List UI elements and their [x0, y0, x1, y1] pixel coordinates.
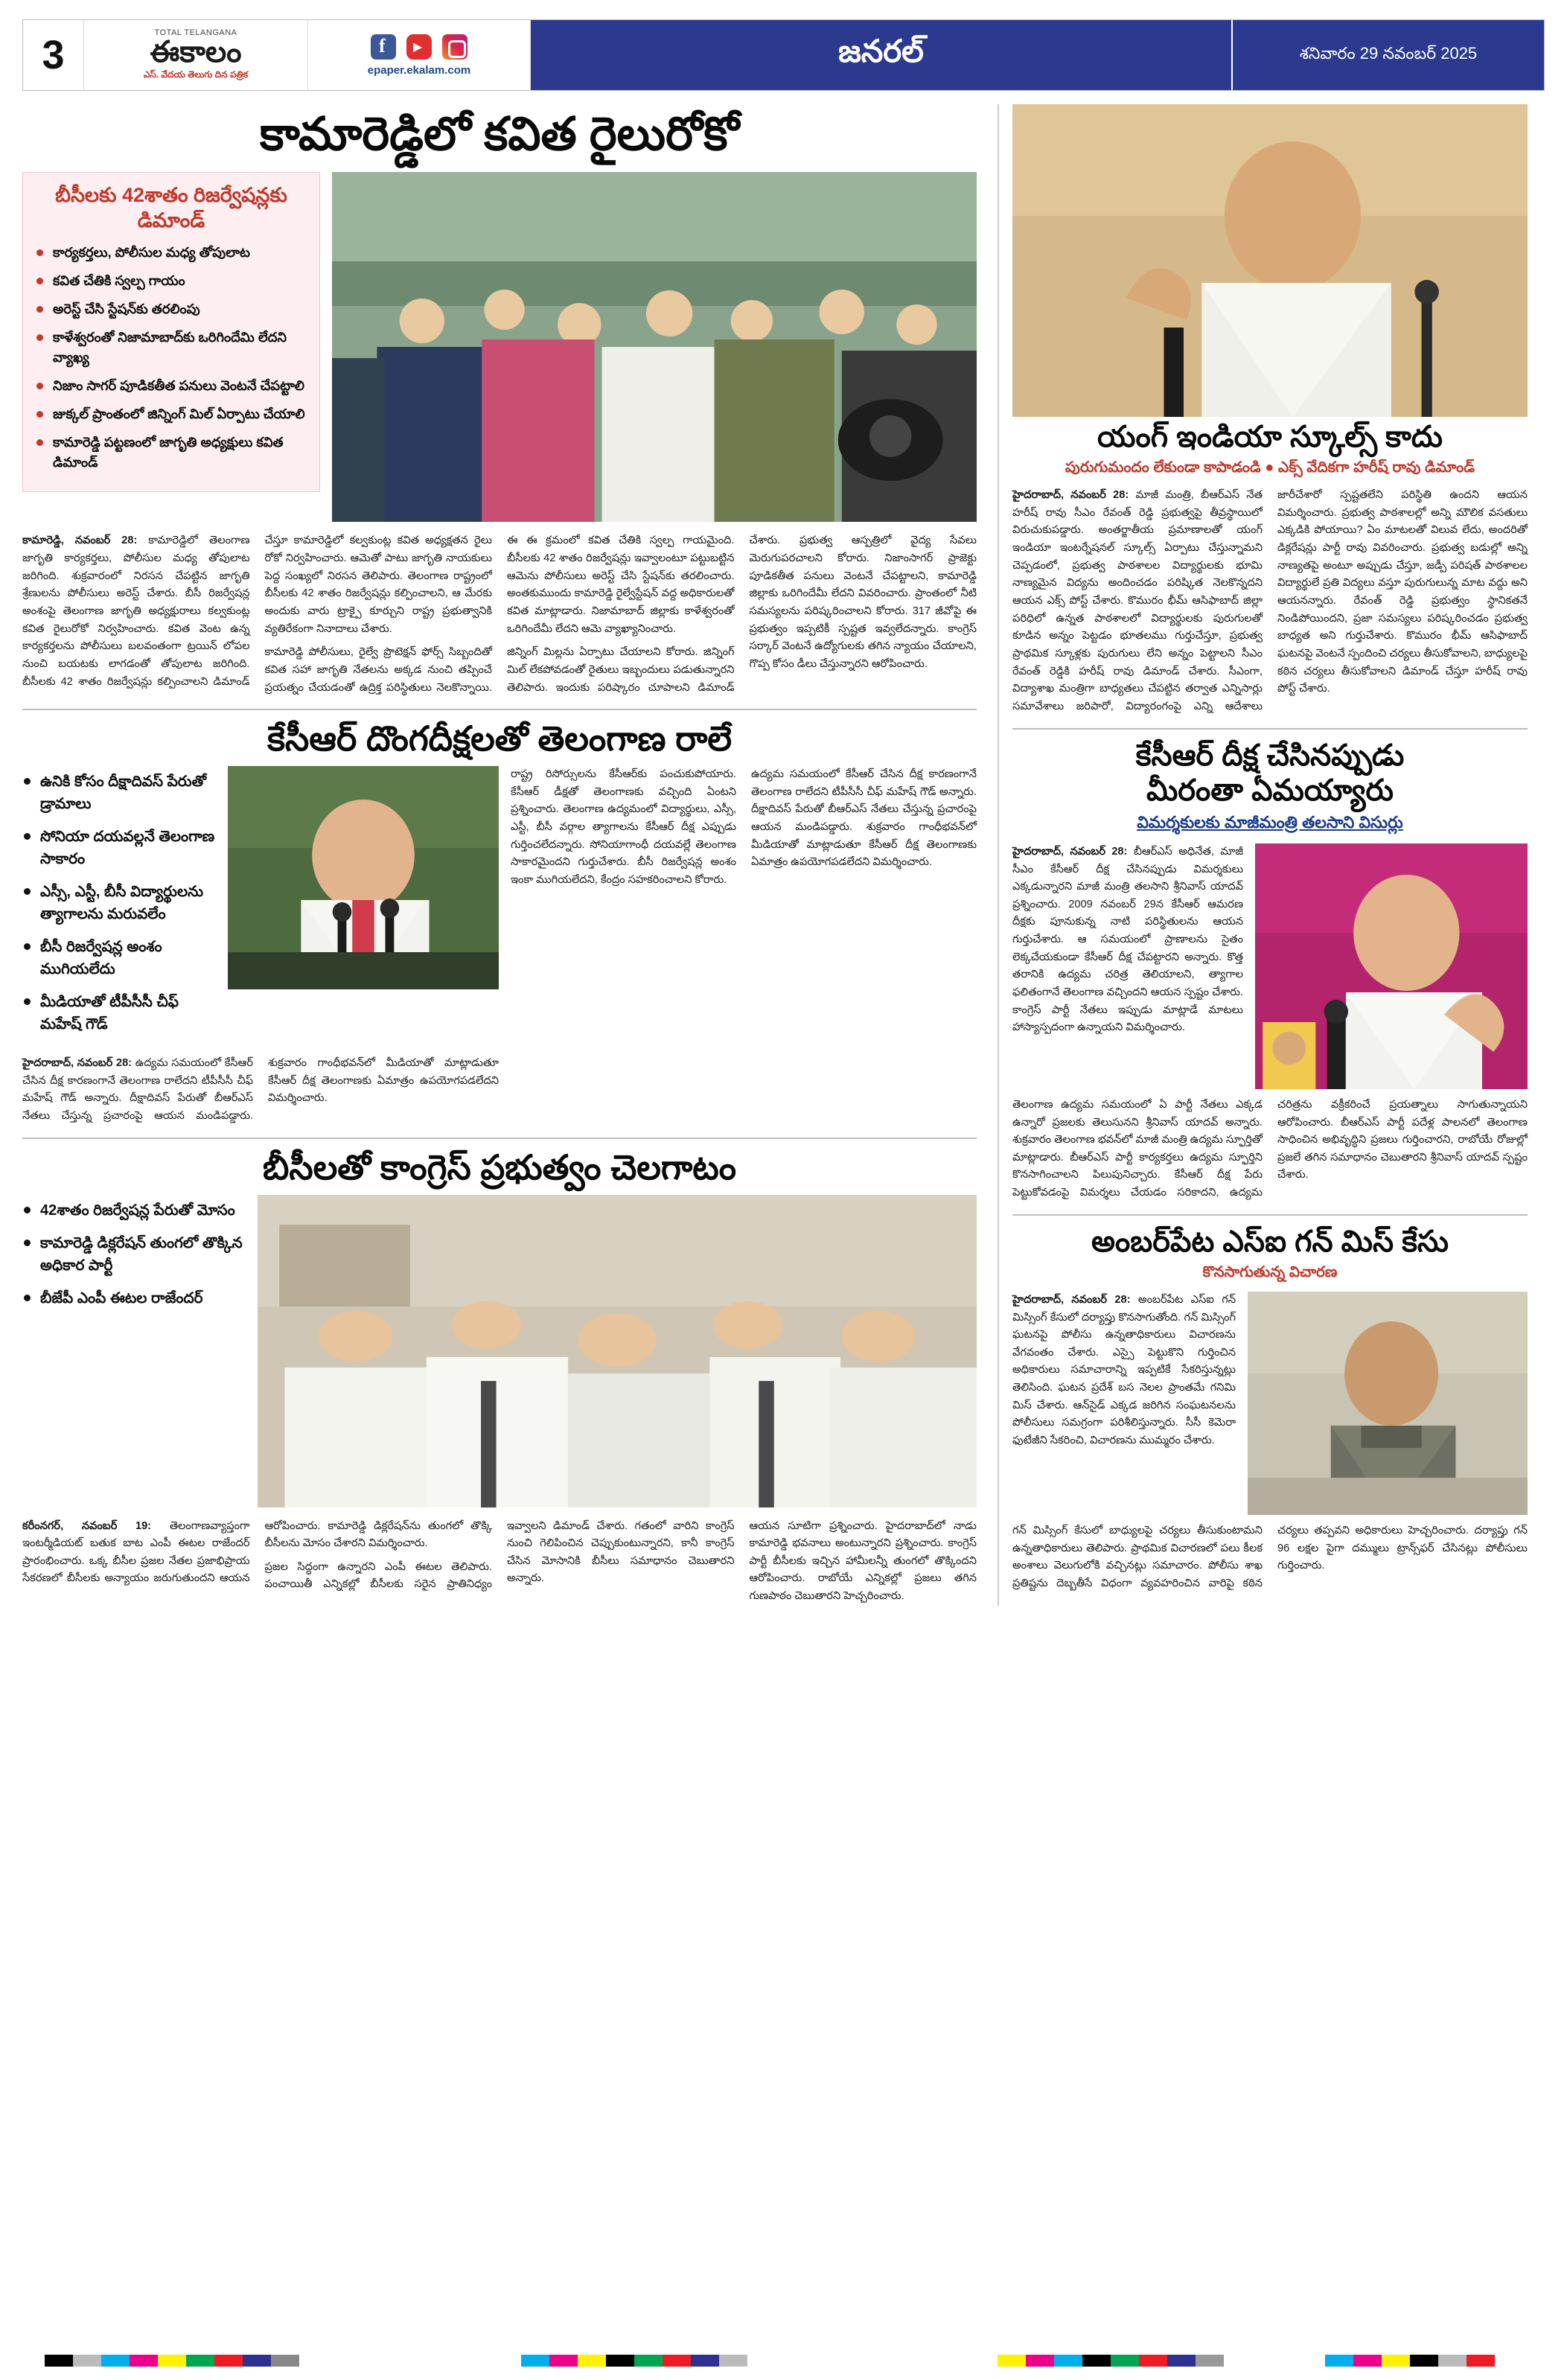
list-item: బీసీ రిజర్వేషన్ల అంశం ముగియలేదు [22, 936, 216, 980]
list-item: కామారెడ్డి డిక్లరేషన్ తుంగలో తొక్కిన అధికార పార్టీ [22, 1232, 246, 1277]
story2-right [511, 766, 977, 1126]
paragraph: కామారెడ్డి పోలీసులు, రైల్వే ప్రొటెక్షన్ ఫోర్స్ సిబ్బందితో కవిత సహా జాగృతి నేతలను అక్కడ నుంచి తప్పించే ప్రయత్నం చేయడంతో ఉద్రిక్త పరిస్థితులు నెలకొన్నాయి. ఈ ఈ క్రమంలో కవిత చేతికి స్వల్ప గాయమైంది. బీసీలకు 42 శాతం రిజర్వేషన్లు ఇవ్వాలంటూ పట్టుబట్టిన ఆమెను పోలీసులు అరెస్ట్ చేసి స్టేషన్‌కు తరలించారు. అంతకుముందు కామారెడ్డి రైల్వేస్టేషన్ వద్ద అధికారులతో కవిత మాట్లాడారు. నిజామాబాద్ జిల్లాకు కాళేశ్వరంతో ఒరిగిందేమీ లేదని ఆమె వ్యాఖ్యానించారు. [264, 535, 735, 694]
divider [1012, 1214, 1528, 1216]
story-r3-text-left [1012, 1292, 1236, 1515]
story3-top [22, 1195, 977, 1508]
story-r3-subhead: కొనసాగుతున్న విచారణ [1202, 1263, 1338, 1280]
story-r3-top [1012, 1292, 1528, 1515]
column-divider [998, 104, 999, 1606]
story2-bullet-list [22, 771, 216, 1036]
story2-photo [228, 766, 499, 989]
list-item: మీడియాతో టీపీసీసీ చీఫ్ మహేష్ గౌడ్ [22, 991, 216, 1036]
page-number: 3 [23, 20, 84, 90]
publication-logo [84, 20, 307, 90]
story3-photo-image [258, 1195, 977, 1508]
story1-para-1: కామారెడ్డిలో తెలంగాణ జాగృతి కార్యకర్తలు, పోలీసుల మధ్య తోపులాట జరిగింది. శుక్రవారంలో నిరసన చేపట్టిన జాగృతి శ్రేణులను పోలీసులు అరెస్ట్ చేశారు. బీసీ రిజర్వేషన్ల అంశంపై తెలంగాణ జాగృతి అధ్యక్షురాలు కల్వకుంట్ల కవిత రైలురోకో నిర్వహించారు. కవిత వెంట ఉన్న కార్యకర్తలను పోలీసులు బలవంతంగా ట్రయిన్ లోపల నుంచి బయటకు లాగడంతో తోపులాట జరిగింది. బీసీలకు 42 శాతం రిజర్వేషన్లు కల్పించాలని డిమాండ్ చేస్తూ కామారెడ్డిలో కల్వకుంట్ల కవిత అధ్యక్షతన రైలు రోకో నిర్వహించారు. ఆమెతో పాటు జాగృతి నాయకులు పెద్ద సంఖ్యలో నిరసన తెలిపారు. తెలంగాణ రాష్ట్రంలో బీసీలకు 42 శాతం రిజర్వేషన్లు కల్పించాలని, ఆ మేరకు అందుకు వారు ట్రాక్పై కూర్చుని రాష్ట్ర ప్రభుత్వానికి వ్యతిరేకంగా నినాదాలు చేశారు. [22, 535, 492, 688]
color-registration-bar-far-right [1325, 2355, 1495, 2367]
list-item: 42శాతం రిజర్వేషన్ల పేరుతో మోసం [22, 1199, 246, 1222]
story-r3-dateline: హైదరాబాద్, నవంబర్ 28: [1012, 1293, 1131, 1306]
story-r1-para-1: మాజీ మంత్రి, బీఆర్ఎస్ నేత హరీష్ రావు సీఎం రేవంత్ రెడ్డి ప్రభుత్వపై తీవ్రస్థాయిలో విరుచుకుపడ్డారు. అంతర్జాతీయ ప్రమాణాలతో యంగ్ ఇండియా ఇంటర్నేషనల్ స్కూల్స్ ఏర్పాటు చేస్తున్నామని చెప్పడంలో, ప్రభుత్వ పాఠశాలల విద్యార్థులకు భూమి నాణ్యమైన విద్యను అందించడం పరిష్కిత నెలకొన్నదని ఆయన ఎక్స్ పోస్ట్ చేశారు. కొమురం భీమ్ ఆసిఫాబాద్ జిల్లా పరిధిలో ఉన్నత పాఠశాలలో విద్యార్థులకు పురుగులతో కూడిన అన్నం పెట్టడం భూతలము గుర్తుచేస్తూ, ప్రభుత్వ ప్రాథమిక స్కూళ్లకు పురుగులు లేని అన్నం పెట్టాలని సీఎం రేవంత్ రెడ్డికి హరీష్ రావు డిమాండ్ చేశారు. సీఎంగా, విద్యాశాఖ మంత్రిగా బాధ్యతలు చేపట్టిన తర్వాత ఎన్నిసార్లు సమావేశాలు జరిపారో, విద్యారంగంపై ఎన్ని ఆదేశాలు జారీచేశారో స్పష్టతలేని పరిస్థితి ఉందని ఆయన విమర్శించారు. ప్రభుత్వ పాఠశాలల్లో అన్ని మౌలిక వసతులు ఎక్కడికి పోయాయి? ఏం మాటలతో విలువ లేదు, అందరితో డిక్లరేషన్లు పార్టీ రావు వివరించారు. ప్రభుత్వ బడుల్లో అన్ని నాణ్యతపై అంటూ అప్పుడు చేస్తూ, జడ్పీ పరిషత్ పాఠశాలల విద్యార్థులే ప్రతి విద్యలు వస్తూ పురుగులున్న మాట వద్దు అని ఆయనన్నారు. రేవంత్ రెడ్డి ప్రభుత్వం స్థానికతనే నిండిపోయిందని, ప్రజా సమస్యలు పరిష్కరించడం ప్రభుత్వ బాధ్యత అని గుర్తుచేశారు. కొమురం భీమ్ ఆసిఫాబాద్ ఘటనపై వెంటనే స్పందించి చర్యలు తీసుకోవాలని, బాధ్యులపై కఠిన చర్యలు తీసుకోవాలని డిమాండ్ చేస్తూ హరీష్ రావు పోస్ట్ చేశారు. [1012, 489, 1528, 712]
list-item: సోనియా దయవల్లనే తెలంగాణ సాకారం [22, 826, 216, 870]
story1-bullet-box [22, 172, 320, 492]
paragraph [1012, 843, 1243, 1037]
story1-top [22, 172, 977, 522]
story2-dateline: హైదరాబాద్, నవంబర్ 28: [22, 1057, 133, 1070]
story1-box-title: బీసీలకు 42శాతం రిజర్వేషన్లకు డిమాండ్ [55, 184, 287, 232]
list-item: కామారెడ్డి పట్టణంలో జాగృతి అధ్యక్షులు కవిత డిమాండ్ [35, 433, 307, 473]
facebook-icon[interactable] [371, 34, 396, 60]
paragraph: ఉద్యమ సమయంలో కేసీఆర్ చేసిన దీక్ష కారణంగానే తెలంగాణ రాలేదని టీపీసీసీ చీఫ్ మహేష్ గౌడ్ అన్నారు. దీక్షాదివస్ పేరుతో బీఆర్ఎస్ నేతలు చేస్తున్న ప్రచారంపై ఆయన మండిపడ్డారు. శుక్రవారం గాంధీభవన్‌లో మీడియాతో మాట్లాడుతూ కేసీఆర్ దీక్ష తెలంగాణకు ఏమాత్రం ఉపయోగపడలేదని విమర్శించారు. [751, 768, 977, 869]
story3-bullet-list-wrap [22, 1195, 246, 1508]
story3-bullet-list [22, 1199, 246, 1309]
list-item: కాళేశ్వరంతో నిజామాబాద్‌కు ఒరిగిందేమి లేదని వ్యాఖ్య [35, 328, 307, 368]
story-r3-body-left [1012, 1292, 1236, 1456]
story-r1-photo-image [1012, 104, 1528, 417]
story-r3-para-1: అంబర్‌పేట ఎస్‌ఐ గన్ మిస్సింగ్ కేసులో దర్యాప్తు కొనసాగుతోంది. గన్ మిస్సింగ్ ఘటనపై పోలీసు ఉన్నతాధికారులు విచారణను వేగవంతం చేశారు. ఎస్సై పెట్టుకొని గుర్తించిన అధికారులు సమాచారాన్ని ఇప్పటికే సేకరిస్తున్నట్లు తెలిసింది. ఘటన ప్రదేశ్ బస నెలల ప్రాంతమే గనిమి మిస్ చేశారు. ఆన్‌సైడ్ ఎక్కడ జరిగిన సంఘటనలను పోలీసులు సమగ్రంగా పరిశీలిస్తున్నారు. సీసీ కెమెరా ఫుటేజీని సేకరించి, విచారణను ముమ్మరం చేశారు. [1012, 1293, 1236, 1447]
page-content [22, 104, 1545, 1606]
color-registration-bar-left [45, 2355, 328, 2367]
story-r1-photo [1012, 104, 1528, 417]
story-r1-subhead: పురుగుమందం లేకుండా కాపాడండి ● ఎక్స్ వేదికగా హరీష్ రావు డిమాండ్ [1065, 459, 1475, 476]
story-r2-body [1012, 1097, 1528, 1202]
story-r1-headline: యంగ్ ఇండియా స్కూల్స్ కాదు [1097, 421, 1443, 453]
list-item: కవిత చేతికి స్వల్ప గాయం [35, 271, 307, 291]
list-item: ఉనికి కోసం దీక్షాదివస్ పేరుతో డ్రామాలు [22, 771, 216, 815]
story2-photo-image [228, 766, 499, 989]
story-r2-text-left [1012, 843, 1243, 1089]
story-r2-subhead: విమర్శకులకు మాజీమంత్రి తలసాని విసుర్లు [1137, 812, 1403, 832]
story-r1-body [1012, 487, 1528, 715]
logo-title: ఈకాలం [150, 35, 242, 68]
paragraph: జిన్నింగ్ మిల్లను ఏర్పాటు చేయాలని కోరారు. జిన్నింగ్ మిల్ లేకపోవడంతో రైతులు ఇబ్బందులు పడుతున్నారని తెలిపారు. ఇందుకు పరిష్కారం చూపాలని డిమాండ్ చేశారు. ప్రభుత్వ ఆస్పత్రిలో వైద్య సేవలు మెరుగుపరచాలని కోరారు. నిజాంసాగర్ ప్రాజెక్టు పూడికతీత పనులు వెంటనే చేపట్టాలని, కామారెడ్డి జిల్లాకు ఒరిగిందేమీ లేదని వివరించారు. ప్రాంతంలో నీటి సమస్యలను పరిష్కరించాలని కోరారు. 317 జీవోపై ఈ ప్రభుత్వం ఇప్పటికీ స్పష్టత ఇవ్వలేదన్నారు. కాంగ్రెస్ సర్కార్ వెంటనే ఉద్యోగులకు తగిన న్యాయం చేయాలని, గొప్ప కోసం డీలు చేస్తున్నారని ఆరోపించారు. [507, 535, 977, 694]
story1-photo-wrap [332, 172, 977, 522]
paragraph: ప్రజల సిద్ధంగా ఉన్నారని ఎంపీ ఈటల తెలిపారు. పంచాయితీ ఎన్నికల్లో బీసీలకు సరైన ప్రాతినిధ్యం ఇవ్వాలని డిమాండ్ చేశారు. గతంలో వారిని కాంగ్రెస్ నుంచి గెలిపించిన చెప్పుకుంటున్నారని, కానీ కాంగ్రెస్ చేసిన మోసానికి బీసీలు సమాధానం చెబుతారని అన్నారు. [264, 1519, 735, 1591]
logo-tagline-bottom: ఎస్. వేదయ తెలుగు దిన పత్రిక [143, 69, 249, 80]
story1-headline: కామారెడ్డిలో కవిత రైలురోకో [260, 109, 739, 160]
list-item: ఎస్సీ, ఎస్టీ, బీసీ విద్యార్థులను త్యాగాలను మరువలేం [22, 881, 216, 925]
list-item: అరెస్ట్ చేసి స్టేషన్‌కు తరలింపు [35, 299, 307, 319]
paragraph: తెలంగాణ ఉద్యమ సమయంలో ఏ పార్టీ నేతలు ఎక్కడ ఉన్నారో ప్రజలకు తెలుసునని శ్రీనివాస్ యాదవ్ అన్నారు. శుక్రవారం తెలంగాణ భవన్‌లో మాజీ మంత్రి ఉద్యమ స్ఫూర్తితో మాట్లాడారు. బీఆర్ఎస్ పార్టీ కార్యకర్తలు ఉద్యమ స్ఫూర్తిని కొనసాగించాలని పిలుపునిచ్చారు. కేసీఆర్ దీక్ష పేరు పెట్టుకోవడంపై విమర్శలు చేయడం సరికాదని, ఉద్యమ చరిత్రను వక్రీకరించే ప్రయత్నాలు సాగుతున్నాయని ఆరోపించారు. బీఆర్ఎస్ పార్టీ పదేళ్ల పాలనలో తెలంగాణ సాధించిన అభివృద్ధిని ప్రజలు గుర్తించారని, రాబోయే రోజుల్లో ప్రజలే తగిన సమాధానం చెబుతారని శ్రీనివాస్ యాదవ్ స్పష్టం చేశారు. [1012, 1098, 1528, 1199]
story3-headline: బీసీలతో కాంగ్రెస్ ప్రభుత్వం చెలగాటం [262, 1147, 737, 1187]
list-item: కార్యకర్తలు, పోలీసుల మధ్య తోపులాట [35, 243, 307, 263]
paragraph: గన్ మిస్సింగ్ కేసులో బాధ్యులపై చర్యలు తీసుకుంటామని ఉన్నతాధికారులు తెలిపారు. ప్రాథమిక విచారణలో పలు కీలక అంశాలు వెలుగులోకి వచ్చినట్లు సమాచారం. పోలీసు శాఖ ప్రతిష్టను దెబ్బతీసే విధంగా వ్యవహరించిన వారిపై కఠిన చర్యలు తప్పవని అధికారులు హెచ్చరించారు. దర్యాప్తు గన్ 96 లక్షల పైగా దమ్ములు ట్రాన్స్‌ఫర్ చేసినట్లు పోలీసులు గుర్తించారు. [1012, 1524, 1528, 1589]
right-column [1006, 104, 1528, 1606]
story3-para-1: తెలంగాణవ్యాప్తంగా ఇంటర్మీడియట్ బతుక బాట ఎంపీ ఈటల రాజేందర్ ప్రారంభించారు. ఒక్క బీసీల ప్రజల నేతల ప్రజాభిప్రాయ సేకరణలో బీసీలకు అన్యాయం జరుగుతుందని ఆయన ఆరోపించారు. కామారెడ్డి డిక్లరేషన్‌ను తుంగలో తొక్కి బీసీలను మోసం చేశారని విమర్శించారు. [22, 1519, 492, 1585]
color-registration-bar-right [998, 2355, 1224, 2367]
social-icon-row [371, 34, 467, 60]
story3-dateline: కరీంనగర్, నవంబర్ 19: [22, 1519, 152, 1532]
story2-left [22, 766, 499, 1126]
story2-top [22, 766, 977, 1126]
epaper-url[interactable]: epaper.ekalam.com [367, 63, 471, 77]
paragraph: ఆయన సూటిగా ప్రశ్నించారు. హైదరాబాద్‌లో నాడు కామారెడ్డి భవనాలు అంటున్నారని ప్రశ్నించారు. కాంగ్రెస్ పార్టీ బీసీలకు ఇచ్చిన హామీలన్నీ తుంగలో తొక్కిందని ఆరోపించారు. రాబోయే ఎన్నికల్లో ప్రజలు తగిన గుణపాఠం చెబుతారని హెచ్చరించారు. [749, 1519, 977, 1603]
story2-photo-wrap [228, 766, 499, 1046]
paragraph [1012, 1292, 1236, 1450]
story1-photo-image [332, 172, 977, 522]
section-banner [531, 20, 1231, 90]
story2-headline: కేసీఆర్ దొంగదీక్షలతో తెలంగాణ రాలే [267, 719, 733, 759]
paragraph [22, 1055, 499, 1126]
story3-photo [258, 1195, 977, 1508]
story2-bullet-list-wrap [22, 766, 216, 1046]
story-r2-headline [1012, 738, 1528, 808]
social-links [307, 20, 531, 90]
story-r2-headline-line1: కేసీఆర్ దీక్ష చేసినప్పుడు [1135, 738, 1405, 772]
story1-bullet-list [35, 243, 307, 473]
story3-body [22, 1518, 977, 1606]
list-item: జుక్కల్ ప్రాంతంలో జిన్నింగ్ మిల్ ఏర్పాటు చేయాలి [35, 404, 307, 424]
story-r3-photo-image [1248, 1292, 1528, 1515]
story-r2-dateline: హైదరాబాద్, నవంబర్ 28: [1012, 845, 1128, 858]
story-r1-dateline: హైదరాబాద్, నవంబర్ 28: [1012, 489, 1129, 502]
list-item: బీజేపీ ఎంపీ ఈటల రాజేందర్ [22, 1287, 246, 1309]
color-registration-bar-center [521, 2355, 747, 2367]
left-column [22, 104, 990, 1606]
paragraph: రాష్ట్ర రిసోర్సులను కేసీఆర్‌కు పంచుకుపోయారు. కేసీఆర్ డీక్షతో తెలంగాణకు వచ్చింది ఏంటని ప్రశ్నించారు. తెలంగాణ ఉద్యమంలో విద్యార్థులు, ఎస్సీ, ఎస్టీ, బీసీ వర్గాల త్యాగాలను కేసీఆర్ దీక్ష ఎప్పుడు గుర్తించలేదన్నారు. సోనియాగాంధీ దయవల్లే తెలంగాణ సాకారమైందని గుర్తుచేశారు. బీసీ రిజర్వేషన్ల అంశం ఇంకా ముగియలేదని, కేంద్రం సహకరించాలని కోరారు. [511, 768, 736, 886]
masthead [22, 19, 1545, 91]
divider [22, 1138, 977, 1139]
story2-bullets-photo [22, 766, 499, 1046]
story-r2-photo-wrap [1255, 843, 1528, 1089]
story1-bullet-box-wrap [22, 172, 320, 522]
story3-photo-wrap [258, 1195, 977, 1508]
story-r2-headline-line2: మీరంతా ఏమయ్యారు [1146, 773, 1394, 807]
instagram-icon[interactable] [442, 34, 467, 60]
story-r2-body-left [1012, 843, 1243, 1043]
story2-para-1: ఉద్యమ సమయంలో కేసీఆర్ చేసిన దీక్ష కారణంగానే తెలంగాణ రాలేదని టీపీసీసీ చీఫ్ మహేష్ గౌడ్ అన్నారు. దీక్షాదివస్ పేరుతో బీఆర్ఎస్ నేతలు చేస్తున్న ప్రచారంపై ఆయన మండిపడ్డారు. శుక్రవారం గాంధీభవన్‌లో మీడియాతో మాట్లాడుతూ కేసీఆర్ దీక్ష తెలంగాణకు ఏమాత్రం ఉపయోగపడలేదని విమర్శించారు. [22, 1057, 499, 1123]
story1-dateline: కామారెడ్డి, నవంబర్ 28: [22, 535, 138, 547]
issue-date: శనివారం 29 నవంబర్ 2025 [1231, 20, 1544, 90]
logo-tagline-top: TOTAL TELANGANA [154, 28, 237, 37]
story1-body [22, 532, 977, 697]
section-label: జనరల్ [838, 33, 924, 68]
story1-photo [332, 172, 977, 522]
story-r3-body [1012, 1522, 1528, 1593]
youtube-icon[interactable] [406, 34, 432, 60]
divider [22, 709, 977, 710]
story-r2-top [1012, 843, 1528, 1089]
story2-body-left [22, 1055, 499, 1126]
story-r2-para-1: బీఆర్ఎస్ అధినేత, మాజీ సీఎం కేసీఆర్ దీక్ష చేసినప్పుడు విమర్శకులు ఎక్కడున్నారని మాజీ మంత్రి తలసాని శ్రీనివాస్ యాదవ్ ప్రశ్నించారు. 2009 నవంబర్ 29న కేసీఆర్ ఆమరణ దీక్షకు పూనుకున్న నాటి పరిస్థితులను ఆయన గుర్తుచేశారు. ఆ సమయంలో ప్రాణాలను సైతం లెక్కచేయకుండా కేసీఆర్ దీక్ష చేపట్టారని అన్నారు. కొత్త తరానికి ఉద్యమ చరిత్ర తెలియాలని, త్యాగాల ఫలితంగానే తెలంగాణ వచ్చిందని ఆయన స్పష్టం చేశారు. కాంగ్రెస్ పార్టీ నేతలు ఇప్పుడు మాట్లాడే మాటలు హాస్యాస్పదంగా ఉన్నాయని విమర్శించారు. [1012, 845, 1243, 1034]
story-r2-photo-image [1255, 843, 1528, 1089]
list-item: నిజాం సాగర్ పూడికతీత పనులు వెంటనే చేపట్టాలి [35, 376, 307, 396]
story-r2-photo [1255, 843, 1528, 1089]
story2-body-right [511, 766, 977, 889]
story-r3-photo-wrap [1248, 1292, 1528, 1515]
paragraph [1012, 487, 1528, 715]
divider [1012, 728, 1528, 730]
story-r3-headline: అంబర్‌పేట ఎస్‌ఐ గన్ మిస్ కేసు [1091, 1225, 1449, 1258]
story-r3-photo [1248, 1292, 1528, 1515]
